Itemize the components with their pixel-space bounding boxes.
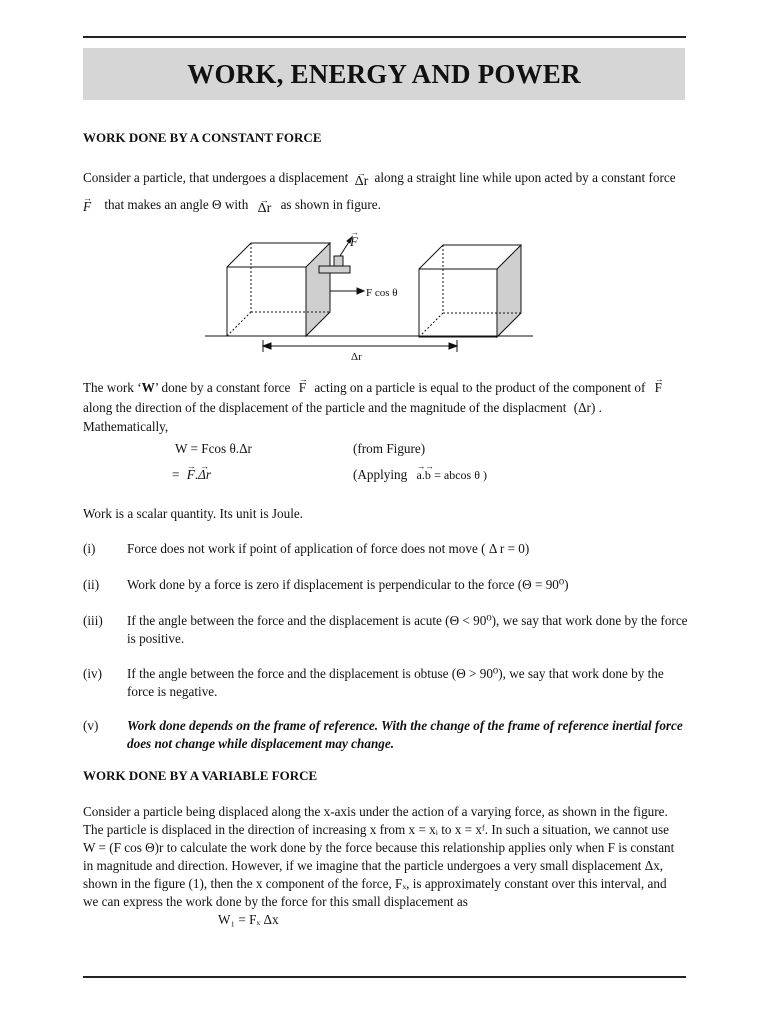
force-vector-inline-2: → F bbox=[655, 379, 662, 397]
definition-line-2: along the direction of the displacement of the particle and the magnitude of the displacment (Δr) . bbox=[83, 400, 602, 415]
equation-2: = → F.→ Δr bbox=[172, 466, 211, 484]
block-1-side-face bbox=[306, 243, 330, 336]
figure-force-label: F bbox=[350, 234, 358, 249]
top-rule bbox=[83, 36, 686, 38]
variable-force-line-2: The particle is displaced in the direction of increasing x from x = xᵢ to x = xᶠ. In such a situation, we cannot use bbox=[83, 822, 669, 837]
force-symbol: → F bbox=[83, 198, 91, 216]
variable-force-line-3: W = (F cos Θ)r to calculate the work done by the force because this relationship applies only when F is constant bbox=[83, 840, 675, 855]
scalar-statement: Work is a scalar quantity. Its unit is Joule. bbox=[83, 506, 304, 521]
equation-2-note: (Applying → a.→ b = abcos θ ) bbox=[353, 466, 487, 484]
variable-force-line-1: Consider a particle being displaced along the x-axis under the action of a varying force, as shown in the figure. bbox=[83, 804, 668, 819]
bottom-rule bbox=[83, 976, 686, 978]
item-text: Force does not work if point of application of force does not move ( Δ r = 0) bbox=[127, 541, 530, 556]
block-2-front bbox=[419, 269, 497, 337]
item-number: (ii) bbox=[83, 577, 100, 592]
variable-force-line-4: in magnitude and direction. However, if we imagine that the particle undergoes a very small displacement Δx, bbox=[83, 858, 664, 873]
displacement-symbol: → Δr bbox=[355, 173, 369, 191]
variable-force-line-6: we can express the work done by the force for this small displacement as bbox=[83, 894, 468, 909]
displacement-symbol-2: → Δr bbox=[258, 200, 272, 218]
figure-force-vector-mark: → bbox=[351, 228, 359, 237]
item-text-emphasis: Work done depends on the frame of reference. With the change of the frame of reference inertial force does not change while displacement may change. bbox=[127, 718, 683, 751]
section-heading-variable-force: WORK DONE BY A VARIABLE FORCE bbox=[83, 768, 318, 783]
item-number: (iii) bbox=[83, 613, 103, 628]
item-number: (i) bbox=[83, 541, 96, 556]
definition-line-3: Mathematically, bbox=[83, 419, 169, 434]
intro-line-2: → F that makes an angle Θ with → Δr as shown in figure. bbox=[83, 196, 381, 215]
equation-1: W = Fcos θ.Δr bbox=[175, 441, 252, 456]
intro-line-1: Consider a particle, that undergoes a displacement → Δr along a straight line while upon acted by a constant force bbox=[83, 169, 676, 188]
force-handle-knob bbox=[334, 256, 343, 266]
item-text: If the angle between the force and the displacement is obtuse (Θ > 90⁰), we say that work done by the force is negative. bbox=[127, 666, 664, 699]
section-heading-constant-force: WORK DONE BY A CONSTANT FORCE bbox=[83, 130, 322, 145]
figure-component-label: F cos θ bbox=[366, 287, 398, 299]
page-title: WORK, ENERGY AND POWER bbox=[187, 58, 581, 89]
equation-1-note: (from Figure) bbox=[353, 441, 426, 456]
figure-displacement-label: Δr bbox=[351, 351, 362, 363]
variable-force-equation: W₁ = Fₓ Δx bbox=[218, 912, 279, 927]
item-number: (iv) bbox=[83, 666, 103, 681]
block-1-front bbox=[227, 267, 306, 336]
force-vector-inline: → F bbox=[299, 379, 306, 397]
block-2-side-face bbox=[497, 245, 521, 337]
title-banner bbox=[83, 48, 685, 100]
force-handle-plate bbox=[319, 266, 350, 273]
variable-force-line-5: shown in the figure (1), then the x component of the force, Fₓ, is approximately constant over this interval, and bbox=[83, 876, 667, 891]
item-number: (v) bbox=[83, 718, 99, 733]
block-force-figure bbox=[200, 225, 540, 365]
item-text: If the angle between the force and the displacement is acute (Θ < 90⁰), we say that work done by the force is positive. bbox=[127, 613, 688, 646]
item-text: Work done by a force is zero if displacement is perpendicular to the force (Θ = 90⁰) bbox=[127, 577, 569, 592]
definition-line-1: The work ‘W’ done by a constant force → F acting on a particle is equal to the product of the component of → F bbox=[83, 379, 662, 397]
